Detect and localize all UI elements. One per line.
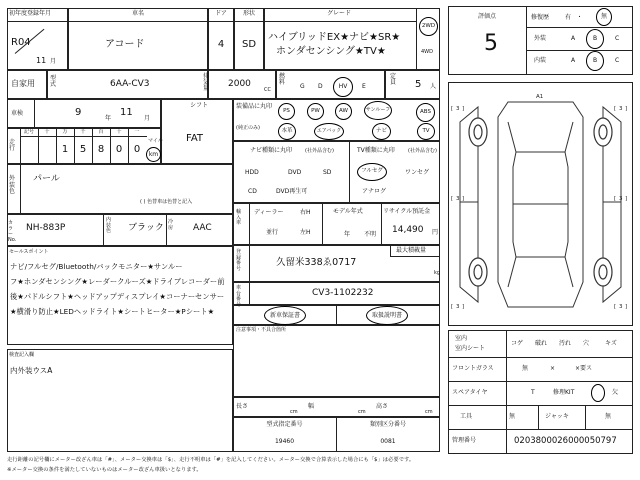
model-year-unit: 年 [344,231,351,238]
windshield-none: 無 [522,365,529,372]
displacement-unit: CC [264,87,271,93]
grade-line-1: ハイブリッドEX★ナビ★SR★ [268,32,401,43]
equip-tv-circled: TV [417,123,435,140]
sales-point-4: ★横滑り防止★LEDヘッドライト★シートヒーター★Pシート★ [10,307,215,316]
jack-value: 無 [605,413,612,420]
reg-year-label: 初年度登録年月 [9,10,52,17]
sales-point-1: ナビ/フルセグ/Bluetooth/バックモニター★サンルー [10,262,183,271]
import-left: 左H [300,229,311,236]
mile-label: マイル [148,138,163,144]
chassis-label: 車台番号 [236,285,242,308]
dim-mark-6: 3 [619,304,623,310]
color-value: パール [33,174,60,184]
max-load-unit: kg [434,270,441,276]
spare-missing: 欠 [612,389,619,396]
equip-pw-circled: PW [307,103,324,120]
designation-label: 型式指定番号 [266,421,303,428]
svg-text:]: ] [462,304,465,310]
body-value: SD [241,39,257,50]
capacity-unit: 人 [430,83,437,90]
grade-line-2: ホンダセンシング★TV★ [276,46,386,57]
color-note: ( ) 色替車は色替と記入 [140,199,193,205]
tv-fullseg-circled: フルセグ [357,163,387,181]
mileage-unit-label: 千 [80,129,86,135]
repair-yes: 有 [565,14,572,21]
plate-label: 登録番号 [236,249,242,272]
category-value: 0081 [380,438,396,445]
doors-label: ドア [215,10,227,17]
navi-note: (社外品含む) [305,148,334,154]
color-no-value: NH-883P [26,223,66,233]
tv-label: TV種類に丸印 [357,147,395,154]
svg-text:]: ] [625,106,628,112]
inspector-box [7,349,233,452]
tv-oneseg: ワンセグ [405,169,430,176]
mgmt-number: 0203800026000050797 [514,436,617,446]
interior-value: ブラック [128,223,164,233]
equip-aw-circled: AW [335,103,352,120]
interior-a: A [571,57,576,64]
jack-label: ジャッキ [545,413,569,420]
usage-value: 自家用 [11,79,35,88]
length-label: 長さ [236,403,249,410]
shift-label: シフト [190,102,209,109]
equip-airbag-circled: エアバック [314,123,344,140]
car-name-label: 車名 [131,10,144,17]
svg-text:[: [ [614,106,617,112]
recycle-label: リサイクル預託金 [383,208,431,215]
svg-text:[: [ [614,304,617,310]
drive-2wd-circled: 2WD [419,17,438,36]
svg-text:]: ] [462,196,465,202]
dim-mark-2: 3 [619,106,623,112]
seat-hole: 穴 [583,340,590,347]
reg-month-value: 11 [36,56,47,65]
rating-label: 評価点 [478,13,497,20]
manual-circled: 取扱説明書 [366,306,408,325]
tv-analog: アナログ [362,188,387,195]
inspection-year: 9 [75,107,82,118]
mileage-digit: 0 [115,144,123,155]
import-dealer: ディーラー [254,209,284,216]
windshield-x: × [550,365,556,372]
sales-point-2: フ★ホンダセンシング★レーダークルーズ★ドライブレコーダー前 [10,277,225,286]
grade-label: グレード [326,10,351,17]
dim-mark-3: 3 [456,196,460,202]
equipment-label: 装備品に丸印 [236,103,273,110]
new-warranty-circled: 新車保証書 [264,306,306,325]
length-unit: cm [290,409,298,415]
model-year-label: モデル年式 [333,208,363,215]
memo-label: 注意事項・不具合箇所 [236,327,287,333]
svg-text:[: [ [451,196,454,202]
import-right: 右H [300,209,311,216]
exterior-b-circled: B [586,29,604,49]
seat-tear: 破れ [535,340,548,347]
navi-dvd-play: DVD再生可 [276,188,308,195]
import-parallel: 並行 [266,229,279,236]
repair-no-circled: 無 [596,8,612,26]
capacity-value: 5 [415,79,422,90]
inspector-note: 内外装ウスA [10,366,53,375]
sales-point-label: セールスポイント [9,249,49,255]
category-label: 類別区分番号 [369,421,406,428]
width-label: 幅 [308,403,315,410]
svg-text:]: ] [625,304,628,310]
equip-ps-circled: PS [278,103,295,120]
inspection-year-unit: 年 [105,115,112,122]
seat-scratch: キズ [605,340,617,347]
color-no-label: カラーNo. [8,220,17,243]
model-year-unknown: 不明 [364,231,377,238]
dim-mark-5: 3 [456,304,460,310]
car-name-value: アコード [105,39,145,50]
mileage-digit: 8 [97,144,105,155]
model-label: 型式 [50,75,57,88]
footer-note-2: ※メーター交換の条件を満たしていないものはメーター改ざん車扱いとなります。 [7,467,202,473]
inspection-month-unit: 月 [144,115,151,122]
max-load-label: 最大積載量 [396,247,427,254]
windshield-label: フロントガラス [452,365,494,372]
mileage-unit-label: 十 [116,129,122,135]
fuel-cell [276,70,385,99]
mileage-digit: 1 [61,144,69,155]
mileage-digit: 0 [133,144,141,155]
dim-mark-4: 3 [619,196,623,202]
mgmt-label: 管理番号 [452,437,477,444]
fuel-e: E [362,83,366,90]
navi-hdd: HDD [245,169,259,176]
fuel-hv-circled: HV [333,77,353,97]
tools-label: 工具 [460,413,473,420]
drive-4wd: 4WD [421,49,433,55]
spare-kit: 修理KIT [553,389,575,396]
exterior-c: C [615,35,620,42]
equip-leather-circled: 本革 [278,123,296,140]
spare-circle-mark [591,384,605,402]
dim-mark-1: 3 [456,106,460,112]
equip-abs-circled: ABS [416,103,435,122]
navi-label: ナビ種類に丸印 [250,147,293,154]
seat-label: 室内シート [455,345,486,352]
mileage-label: 走行 [9,139,16,152]
seat-dirt: 汚れ [559,340,572,347]
car-diagram [448,82,633,326]
windshield-x-repair: ×要ス [575,365,593,372]
mileage-unit-label: 記号 [23,129,34,135]
color-label: 外装色 [9,175,16,196]
mileage-unit-label: 百 [98,129,104,135]
height-unit: cm [425,409,433,415]
fuel-d: D [318,83,323,90]
interior-b-circled: B [586,51,604,71]
navi-sd: SD [323,169,332,176]
mileage-unit-label: 一 [134,129,140,135]
chassis-value: CV3-1102232 [312,288,374,298]
equip-sunroof-circled: サンルーフ [364,101,392,120]
fuel-label: 燃料 [279,73,286,86]
displacement-value: 2000 [228,79,251,89]
inspector-label: 検査記入欄 [9,352,35,358]
interior-c: C [615,57,620,64]
recycle-value: 14,490 [392,225,424,235]
navi-cd: CD [248,188,257,195]
svg-text:[: [ [451,106,454,112]
memo-box [233,325,440,397]
recycle-unit: 円 [432,229,439,236]
doors-value: 4 [217,39,225,50]
footer-note-1: 走行距離の記号欄にメーター改ざん車は「#」、メーター交換車は「$」、走行不明車は「#」を記入してください。メーター交換で合算表示した場合にも「$」は必要です。 [7,457,415,463]
inspection-cell [7,99,161,128]
exterior-a: A [571,35,576,42]
capacity-label: 定員 [390,73,397,86]
equipment-note: (純正のみ) [236,125,260,131]
fuel-g: G [300,83,305,90]
ac-label: 冷房 [168,219,174,231]
reg-month-unit: 月 [50,58,57,65]
mileage-unit-label: 十 [44,129,50,135]
tools-value: 無 [509,413,516,420]
color-cell [7,164,233,214]
svg-text:]: ] [625,196,628,202]
km-circled: km [146,147,161,162]
model-value: 6AA-CV3 [110,79,150,89]
displacement-label: 排気量 [203,73,210,92]
equip-navi-circled: ナビ [372,123,391,140]
height-label: 高さ [376,403,389,410]
reg-year-value: R04 [11,37,31,48]
interior-label: 内装色 [106,217,112,234]
plate-value: 久留米338ゑ0717 [276,257,357,268]
ac-value: AAC [193,223,212,233]
exterior-label: 外装 [534,35,547,42]
inspection-month: 11 [120,107,133,118]
mileage-unit-label: 万 [62,129,68,135]
seat-burn: コゲ [511,340,524,347]
svg-text:[: [ [451,304,454,310]
svg-text:]: ] [462,106,465,112]
designation-value: 19460 [274,438,295,445]
navi-dvd: DVD [288,169,302,176]
spare-t: T [531,389,535,396]
front-mark: A1 [536,94,544,100]
dimensions-row [233,397,440,417]
rating-value: 5 [484,31,498,56]
body-label: 形状 [242,10,255,17]
tv-note: (社外品含む) [408,148,437,154]
mileage-digit: 5 [79,144,87,155]
sales-point-3: 後★パドルシフト★ヘッドアップディスプレイ★コーナーセンサー [10,292,225,301]
repair-label: 修復歴 [531,14,550,21]
seat-label-1: 室内 [455,335,468,342]
svg-text:[: [ [614,196,617,202]
import-label: 輸入車 [236,209,242,226]
width-unit: cm [358,409,366,415]
shift-value: FAT [186,133,204,144]
inspection-label: 車検 [11,110,24,117]
interior-grade-label: 内装 [534,57,547,64]
spare-label: スペアタイヤ [452,389,488,396]
